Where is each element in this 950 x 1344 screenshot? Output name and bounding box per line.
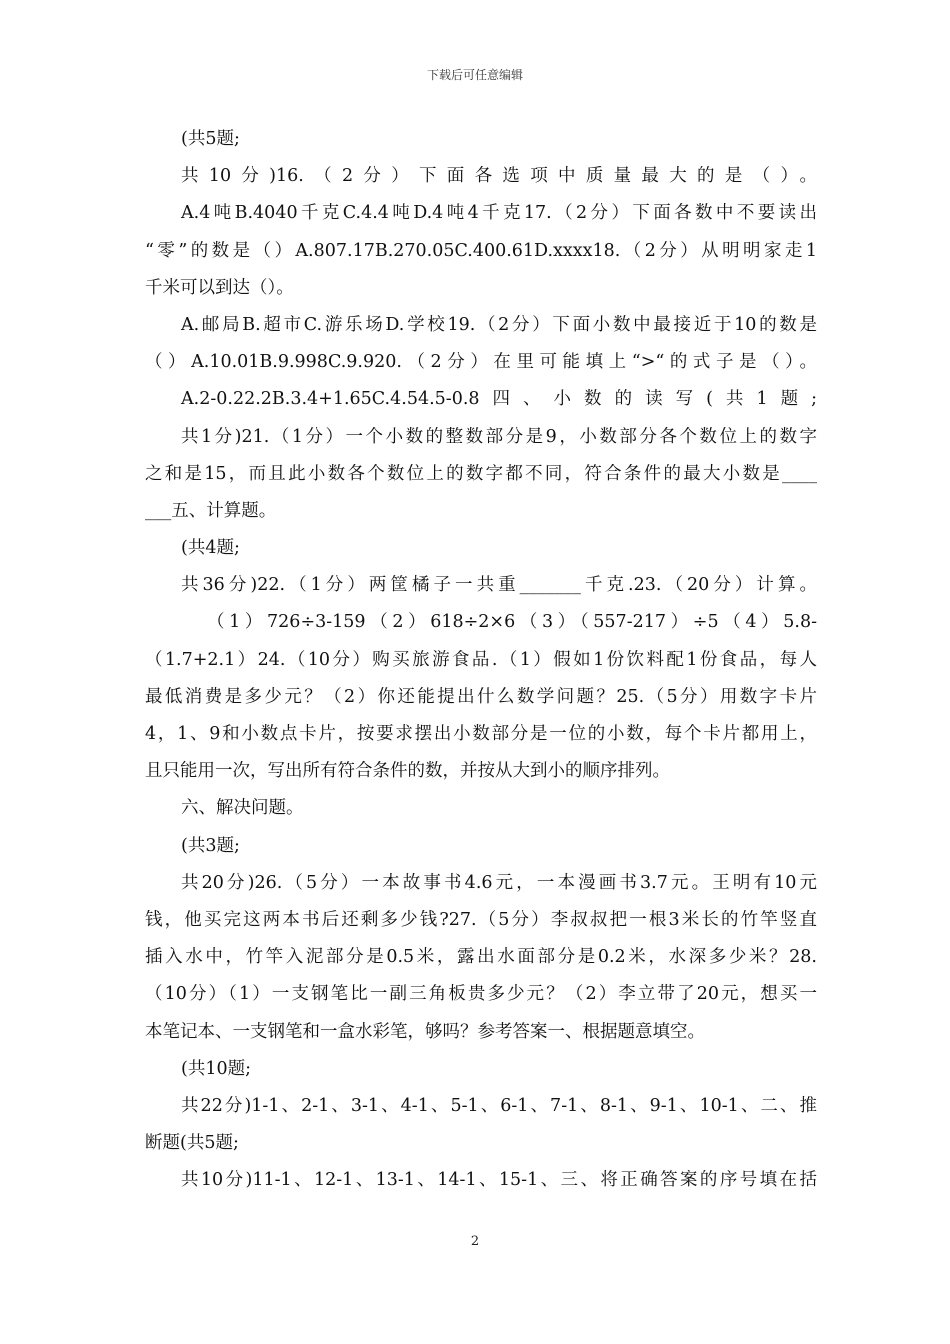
text-line: ___五、计算题。 bbox=[145, 500, 277, 521]
page-number: 2 bbox=[470, 1234, 480, 1249]
text-line: 共36分)22.（1分）两筐橘子一共重_______千克.23.（20分）计算。 bbox=[181, 575, 817, 596]
text-line: （1）726÷3-159（2）618÷2×6（3）（557-217）÷5（4）5.8- bbox=[207, 612, 817, 633]
text-line: (共3题; bbox=[181, 835, 240, 856]
text-line: (共10题; bbox=[181, 1058, 251, 1079]
text-line: 千米可以到达（）。 bbox=[145, 277, 294, 298]
document-body bbox=[145, 121, 817, 1199]
text-line: “零”的数是（）A.807.17B.270.05C.400.61D.xxxx18.（2分）从明明家走1 bbox=[145, 240, 817, 261]
text-line: 钱，他买完这两本书后还剩多少钱?27.（5分）李叔叔把一根3米长的竹竿竖直 bbox=[145, 909, 817, 930]
text-line: A.邮局B.超市C.游乐场D.学校19.（2分）下面小数中最接近于10的数是 bbox=[181, 314, 817, 335]
text-line: 之和是15，而且此小数各个数位上的数字都不同，符合条件的最大小数是____ bbox=[145, 463, 817, 484]
text-line: (共4题; bbox=[181, 538, 240, 559]
text-line: 本笔记本、一支钢笔和一盒水彩笔，够吗？参考答案一、根据题意填空。 bbox=[145, 1021, 705, 1042]
text-line: 且只能用一次，写出所有符合条件的数，并按从大到小的顺序排列。 bbox=[145, 761, 670, 782]
text-line: A.4吨B.4040千克C.4.4吨D.4吨4千克17.（2分）下面各数中不要读出 bbox=[181, 203, 817, 224]
text-line: 共20分)26.（5分）一本故事书4.6元，一本漫画书3.7元。王明有10元 bbox=[181, 872, 817, 893]
text-line: （）A.10.01B.9.998C.9.920.（2分）在里可能填上“>“的式子是（）。 bbox=[145, 352, 817, 373]
text-line: 共10分)11-1、12-1、13-1、14-1、15-1、三、将正确答案的序号填在括 bbox=[181, 1170, 817, 1191]
text-line: 六、解决问题。 bbox=[181, 798, 304, 819]
text-line: 共10分)16.（2分）下面各选项中质量最大的是（）。 bbox=[181, 166, 817, 187]
text-line: 4，1、9和小数点卡片，按要求摆出小数部分是一位的小数，每个卡片都用上， bbox=[145, 724, 817, 744]
text-line: 最低消费是多少元？（2）你还能提出什么数学问题？25.（5分）用数字卡片 bbox=[145, 686, 817, 707]
text-line: 共1分)21.（1分）一个小数的整数部分是9，小数部分各个数位上的数字 bbox=[181, 426, 817, 447]
text-line: 断题(共5题; bbox=[145, 1133, 239, 1154]
text-line: (共5题; bbox=[181, 129, 240, 149]
text-line: 插入水中，竹竿入泥部分是0.5米，露出水面部分是0.2米，水深多少米？28. bbox=[145, 947, 817, 968]
text-line: （1.7+2.1）24.（10分）购买旅游食品.（1）假如1份饮料配1份食品，每人 bbox=[145, 649, 817, 670]
text-line: 共22分)1-1、2-1、3-1、4-1、5-1、6-1、7-1、8-1、9-1、10-1、二、推 bbox=[181, 1095, 817, 1116]
page-header: 下载后可任意编辑 bbox=[426, 68, 523, 82]
text-line: A.2-0.22.2B.3.4+1.65C.4.54.5-0.8四、小数的读写(共1题; bbox=[181, 389, 817, 410]
text-line: （10分）（1）一支钢笔比一副三角板贵多少元？（2）李立带了20元，想买一 bbox=[145, 984, 817, 1005]
